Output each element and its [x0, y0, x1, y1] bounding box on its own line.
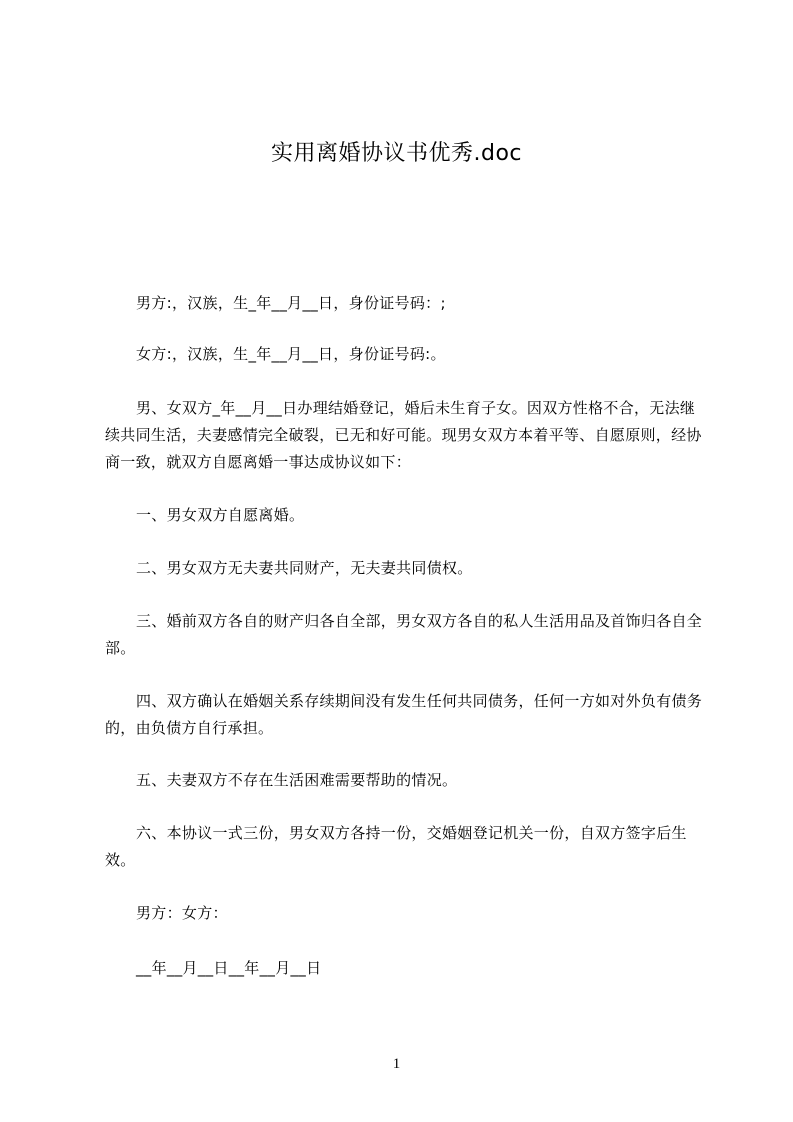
paragraph-wife-info: 女方:，汉族，生_年__月__日，身份证号码:。	[136, 345, 446, 363]
signature-line: 男方：女方：	[136, 904, 228, 922]
clause-5: 五、夫妻双方不存在生活困难需要帮助的情况。	[136, 771, 458, 789]
page-number: 1	[392, 1056, 401, 1072]
clause-1: 一、男女双方自愿离婚。	[136, 506, 305, 524]
clause-3: 三、婚前双方各自的财产归各自全部，男女双方各自的私人生活用品及首饰归各自全部。	[105, 612, 703, 657]
clause-2: 二、男女双方无夫妻共同财产，无夫妻共同债权。	[136, 559, 473, 577]
paragraph-background: 男、女双方_年__月__日办理结婚登记，婚后未生育子女。因双方性格不合，无法继续共同生活，夫妻感情完全破裂，已无和好可能。现男女双方本着平等、自愿原则，经协商一致，就双方自愿离婚一事达成协议如下：	[105, 399, 702, 471]
document-title: 实用离婚协议书优秀.doc	[270, 141, 522, 166]
paragraph-husband-info: 男方:，汉族，生_年__月__日，身份证号码：;	[136, 294, 446, 312]
date-line: __年__月__日__年__月__日	[136, 959, 322, 977]
clause-6: 六、本协议一式三份，男女双方各持一份，交婚姻登记机关一份，自双方签字后生效。	[105, 824, 687, 869]
clause-4: 四、双方确认在婚姻关系存续期间没有发生任何共同债务，任何一方如对外负有债务的，由负债方自行承担。	[105, 692, 703, 737]
